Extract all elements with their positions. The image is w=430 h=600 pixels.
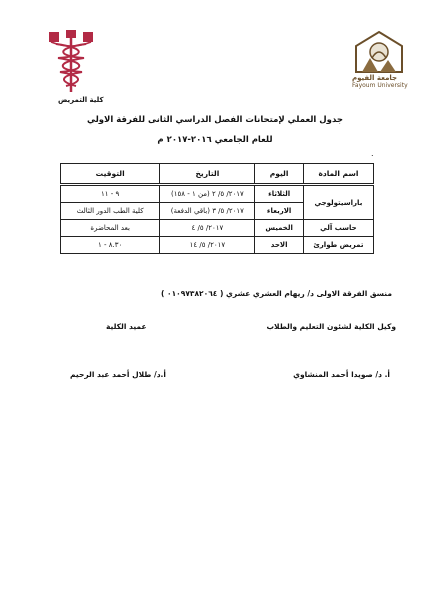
subject-cell: باراسيتولوجي (303, 185, 373, 220)
university-name-arabic: جامعة الفيوم (352, 74, 398, 82)
table-row (61, 220, 374, 237)
date-cell: ٢٠١٧/ ٥/ ٣ (باقي الدفعة) (160, 203, 255, 220)
header-date: التاريخ (160, 164, 255, 185)
dean-name: أ.د/ طلال أحمد عبد الرحيم (70, 370, 166, 379)
coordinator-line: منسق الفرقة الاولى د/ ريهام العشري عشري ( ٠١٠٩٧٣٨٢٠٦٤ ) (160, 289, 392, 298)
dean-title: عميد الكلية (106, 322, 147, 331)
day-cell: الاحد (255, 237, 303, 254)
exam-schedule-table (60, 163, 374, 254)
subject-cell: حاسب آلي (303, 220, 373, 237)
time-cell: بعد المحاضرة (61, 220, 160, 237)
table-header-row (61, 164, 374, 185)
document-title: جدول العملي لإمتحانات الفصل الدراسي الثانى للفرقة الاولي (86, 115, 343, 125)
academic-year: للعام الجامعي ٢٠١٦-٢٠١٧ م (157, 135, 273, 145)
table-row (61, 185, 374, 203)
university-name-english: Fayoum University (352, 82, 408, 89)
stray-dot: . (371, 149, 374, 158)
vice-dean-name: أ. د/ صويدا أحمد المنشاوي (293, 370, 390, 379)
fayoum-university-logo (350, 28, 408, 78)
date-cell: ٢٠١٧/ ٥/ ٤ (160, 220, 255, 237)
faculty-label: كلية التمريض (58, 96, 104, 104)
time-cell: ٨.٣٠ - ١ (61, 237, 160, 254)
header-day: اليوم (255, 164, 303, 185)
date-cell: ٢٠١٧/ ٥/ ١٤ (160, 237, 255, 254)
header-time: التوقيت (61, 164, 160, 185)
vice-dean-title: وكيل الكلية لشئون التعليم والطلاب (266, 322, 396, 331)
day-cell: الخميس (255, 220, 303, 237)
subject-cell: تمريض طوارئ (303, 237, 373, 254)
header-subject: اسم المادة (303, 164, 373, 185)
time-cell: كلية الطب الدور الثالث (61, 203, 160, 220)
table-row (61, 237, 374, 254)
date-cell: ٢٠١٧/ ٥/ ٢ (من ١ - ١٥٨) (160, 185, 255, 203)
day-cell: الاربعاء (255, 203, 303, 220)
day-cell: الثلاثاء (255, 185, 303, 203)
nursing-faculty-logo (46, 30, 96, 94)
time-cell: ٩ - ١١ (61, 185, 160, 203)
